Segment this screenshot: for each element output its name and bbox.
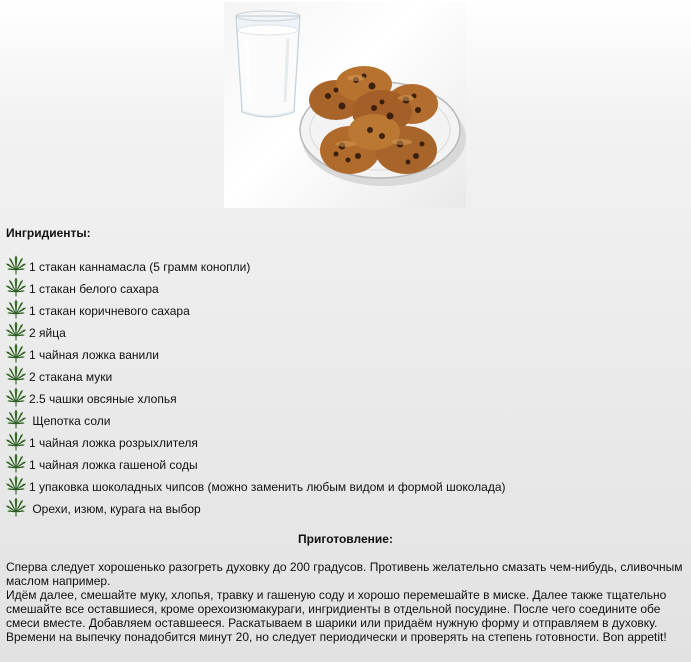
ingredient-text: 2 яйца (29, 326, 66, 340)
ingredient-item (6, 473, 506, 495)
ingredient-text: 1 упаковка шоколадных чипсов (можно заменить любым видом и формой шоколада) (29, 480, 506, 494)
ingredient-text: 2 стакана муки (29, 370, 113, 384)
ingredients-list (6, 253, 506, 517)
cannabis-leaf-icon (6, 365, 26, 385)
cannabis-leaf-icon (6, 431, 26, 451)
cannabis-leaf-icon (6, 321, 26, 341)
ingredient-text: Щепотка соли (29, 414, 111, 428)
cannabis-leaf-icon (6, 255, 26, 275)
cannabis-leaf-icon (6, 277, 26, 297)
ingredient-item (6, 319, 506, 341)
cannabis-leaf-icon (6, 475, 26, 495)
preparation-paragraph-1: Сперва следует хорошенько разогреть духовку до 200 градусов. Противень желательно смазать чем-нибудь, сливочным маслом например. (6, 560, 683, 588)
cannabis-leaf-icon (6, 453, 26, 473)
ingredient-text: 1 стакан белого сахара (29, 282, 159, 296)
ingredient-text: Орехи, изюм, курага на выбор (29, 502, 201, 516)
preparation-heading: Приготовление: (298, 532, 393, 546)
ingredients-heading: Ингридиенты: (6, 226, 91, 240)
milk-glass (236, 11, 300, 117)
ingredient-text: 2.5 чашки овсяные хлопья (29, 392, 177, 406)
ingredient-item (6, 495, 506, 517)
cannabis-leaf-icon (6, 343, 26, 363)
cannabis-leaf-icon (6, 387, 26, 407)
ingredient-item (6, 341, 506, 363)
ingredient-item (6, 385, 506, 407)
ingredient-text: 1 чайная ложка ванили (29, 348, 159, 362)
cannabis-leaf-icon (6, 299, 26, 319)
preparation-text (6, 560, 690, 644)
preparation-paragraph-2: Идём далее, смешайте муку, хлопья, травку и гашеную соду и хорошо перемешайте в миске. Далее также тщательно смешайте все оставшиеся, кроме орехоизюмакураги, ингридиенты в отдельной посудине. После чего соедините обе смеси вместе. Добавляем оставшееся. Раскатываем в шарики или придаём нужную форму и отправляем в духовку. Времени на выпечку понадобится минут 20, но следует периодически и проверять на степень готовности. Bon appetit! (6, 588, 667, 644)
ingredient-item (6, 253, 506, 275)
ingredient-item (6, 407, 506, 429)
ingredient-item (6, 363, 506, 385)
ingredient-item (6, 297, 506, 319)
cookies-and-milk-illustration (224, 2, 466, 208)
ingredient-text: 1 чайная ложка розрыхлителя (29, 436, 198, 450)
ingredient-text: 1 стакан коричневого сахара (29, 304, 190, 318)
cannabis-leaf-icon (6, 409, 26, 429)
ingredient-item (6, 451, 506, 473)
ingredient-item (6, 429, 506, 451)
ingredient-text: 1 стакан каннамасла (5 грамм конопли) (29, 260, 251, 274)
ingredient-text: 1 чайная ложка гашеной соды (29, 458, 198, 472)
cannabis-leaf-icon (6, 497, 26, 517)
cookies-and-milk-photo (224, 2, 466, 208)
ingredient-item (6, 275, 506, 297)
